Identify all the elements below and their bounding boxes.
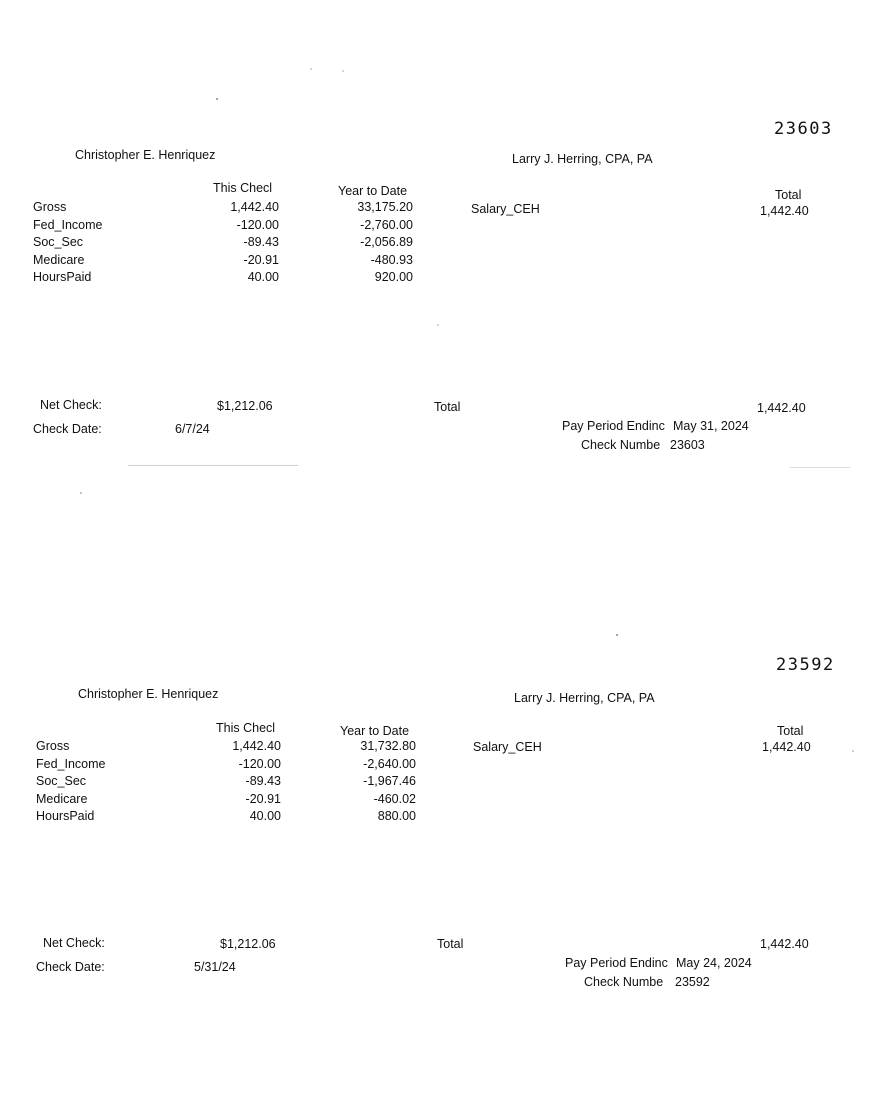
col-header-ytd: Year to Date [338,184,408,198]
row-label: Medicare [33,252,85,267]
scan-artifact [616,634,618,636]
earning-total: 1,442.40 [762,740,811,754]
row-this-check: -20.91 [243,252,279,267]
earning-label: Salary_CEH [471,202,540,216]
check-date-value: 5/31/24 [194,960,236,974]
col-header-ytd: Year to Date [340,724,410,738]
row-ytd: -480.93 [370,252,413,267]
col-header-total: Total [775,188,802,202]
row-ytd: 880.00 [377,809,416,823]
total-value: 1,442.40 [760,937,809,951]
row-label: Soc_Sec [36,774,87,788]
employer-name: Larry J. Herring, CPA, PA [514,691,655,705]
scan-artifact [852,750,854,752]
scan-artifact [128,465,298,466]
earning-label: Salary_CEH [473,740,542,754]
row-label: Gross [33,200,67,214]
row-ytd: -460.02 [373,791,416,806]
row-this-check: 1,442.40 [230,200,279,214]
row-this-check: -89.43 [245,774,281,788]
row-ytd: -2,056.89 [360,235,413,249]
net-check-label: Net Check: [40,398,102,412]
check-number-header: 23592 [776,655,835,675]
row-label: Fed_Income [36,756,106,771]
row-label: HoursPaid [33,270,92,284]
col-header-total: Total [777,724,804,738]
scan-artifact [80,492,82,494]
check-date-value: 6/7/24 [175,422,210,436]
check-date-label: Check Date: [33,422,102,436]
col-header-this-check: This Checl [216,721,276,735]
scan-artifact [216,98,218,100]
employer-name: Larry J. Herring, CPA, PA [512,152,653,166]
scan-artifact [437,324,439,326]
check-number-label: Check Numbe [581,438,661,452]
row-ytd: 33,175.20 [357,200,413,214]
row-label: HoursPaid [36,809,95,823]
row-this-check: -20.91 [245,791,281,806]
row-label: Soc_Sec [33,235,84,249]
table-row [36,739,426,757]
pay-period-value: May 24, 2024 [676,956,752,970]
scan-artifact [342,70,344,72]
row-this-check: -89.43 [243,235,279,249]
earnings-deductions-table [33,200,423,288]
row-label: Gross [36,739,70,753]
scan-artifact [790,467,850,468]
row-this-check: 1,442.40 [232,739,281,753]
pay-period-label: Pay Period Endinc [562,419,665,433]
pay-period-label: Pay Period Endinc [565,956,668,970]
row-this-check: -120.00 [238,756,281,771]
earnings-deductions-table [36,739,426,827]
pay-stub-2 [0,540,870,989]
employee-name: Christopher E. Henriquez [75,148,216,162]
table-row [33,218,423,236]
net-check-label: Net Check: [43,936,105,950]
row-label: Fed_Income [33,217,103,232]
check-number-value: 23592 [675,975,710,989]
net-check-value: $1,212.06 [217,399,273,413]
total-label: Total [434,400,461,414]
row-label: Medicare [36,791,88,806]
row-ytd: -2,640.00 [363,756,416,771]
table-row [36,809,426,827]
check-date-label: Check Date: [36,960,105,974]
row-ytd: 31,732.80 [360,739,416,753]
check-number-label: Check Numbe [584,975,664,989]
net-check-value: $1,212.06 [220,937,276,951]
employee-name: Christopher E. Henriquez [78,687,219,701]
scan-artifact [310,68,312,70]
earning-total: 1,442.40 [760,204,809,218]
pay-stub-1 [0,0,870,452]
row-ytd: 920.00 [374,270,413,284]
pay-period-value: May 31, 2024 [673,419,749,433]
table-row [33,200,423,218]
check-number-value: 23603 [670,438,705,452]
row-this-check: -120.00 [236,217,279,232]
table-row [33,253,423,271]
row-this-check: 40.00 [247,270,279,284]
table-row [36,757,426,775]
table-row [36,792,426,810]
total-label: Total [437,937,464,951]
row-ytd: -2,760.00 [360,217,413,232]
total-value: 1,442.40 [757,401,806,415]
row-this-check: 40.00 [249,809,281,823]
col-header-this-check: This Checl [213,181,273,195]
check-number-header: 23603 [774,119,833,139]
table-row [33,235,423,253]
row-ytd: -1,967.46 [363,774,416,788]
table-row [36,774,426,792]
table-row [33,270,423,288]
